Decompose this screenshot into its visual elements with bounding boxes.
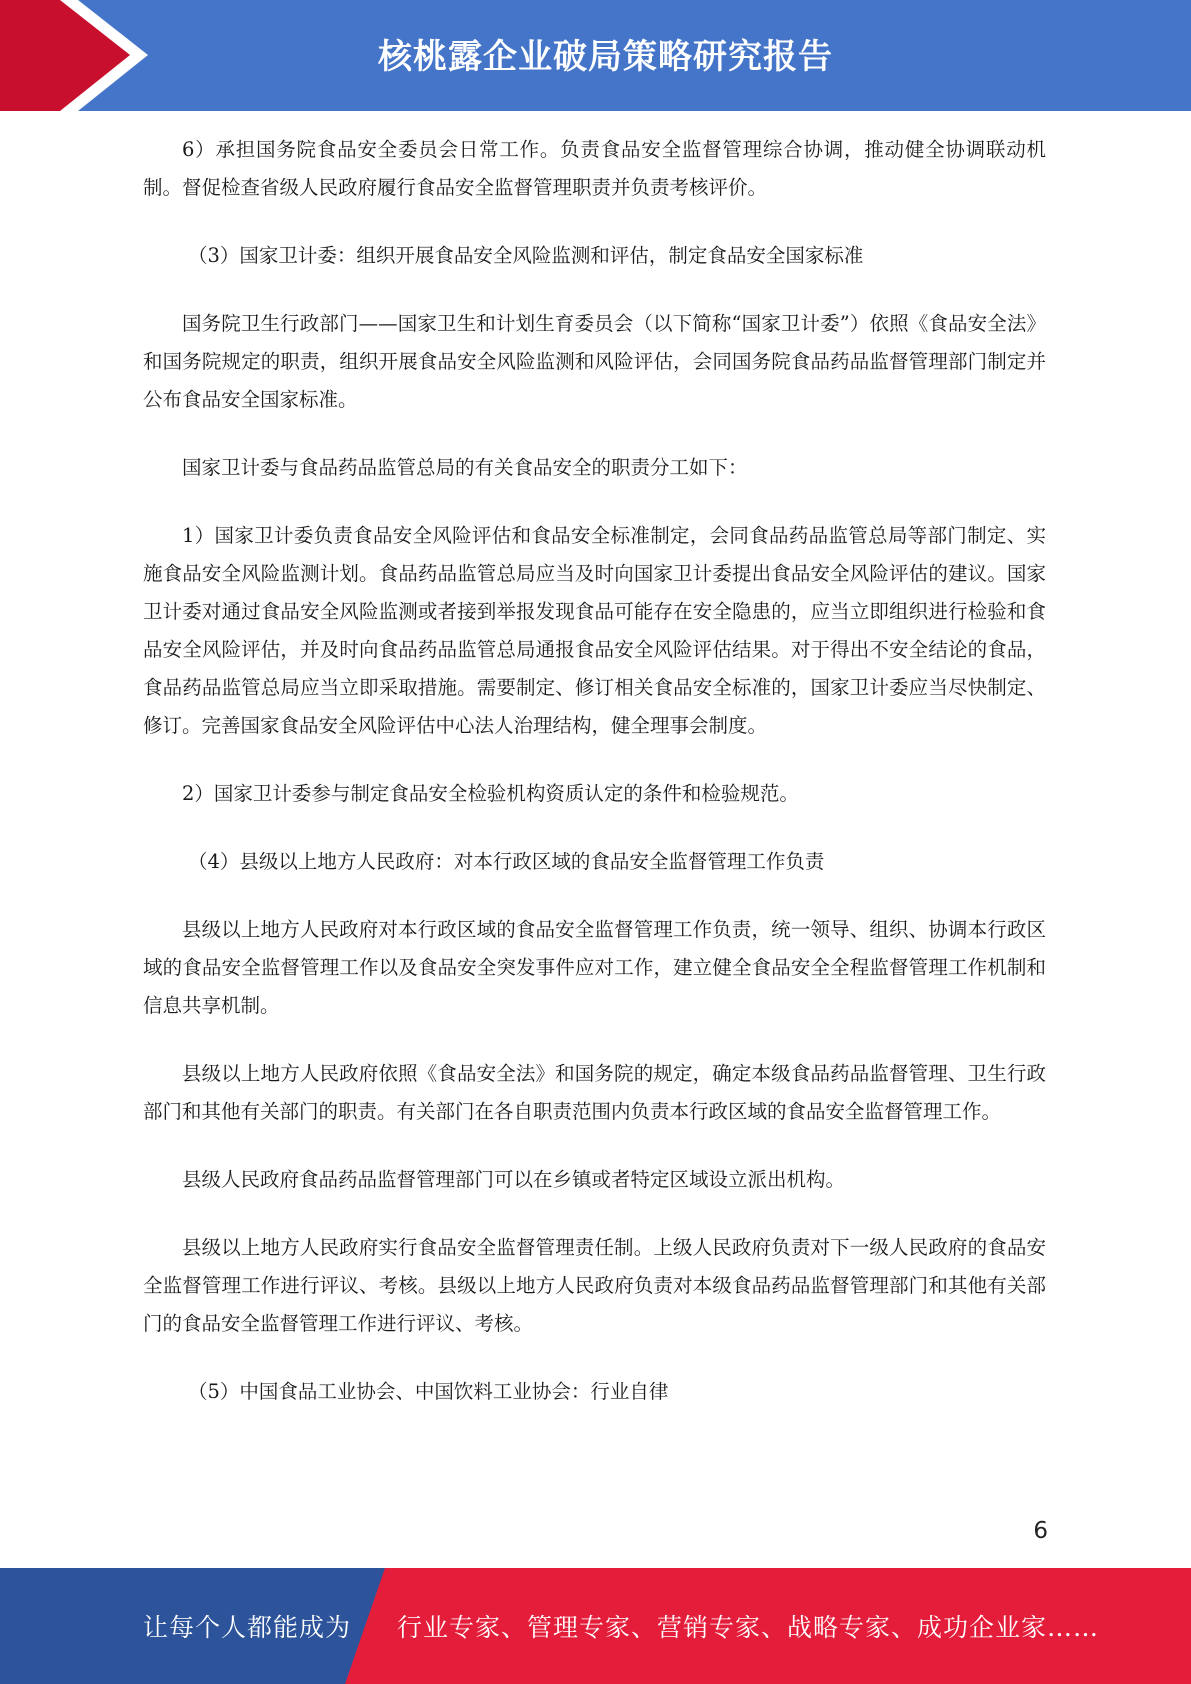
- page-header: [0, 0, 1191, 111]
- section-heading: （5）中国食品工业协会、中国饮料工业协会：行业自律: [188, 1380, 669, 1403]
- section-heading: （4）县级以上地方人民政府：对本行政区域的食品安全监督管理工作负责: [188, 850, 825, 873]
- paragraph: 国务院卫生行政部门——国家卫生和计划生育委员会（以下简称“国家卫计委”）依照《食品安全法》和国务院规定的职责，组织开展食品安全风险监测和风险评估，会同国务院食品药品监督管理部门制定并公布食品安全国家标准。: [143, 312, 1046, 411]
- paragraph: 县级以上地方人民政府依照《食品安全法》和国务院的规定，确定本级食品药品监督管理、卫生行政部门和其他有关部门的职责。有关部门在各自职责范围内负责本行政区域的食品安全监督管理工作。: [143, 1062, 1046, 1123]
- document-body: [143, 131, 1046, 1441]
- paragraph: 国家卫计委与食品药品监管总局的有关食品安全的职责分工如下：: [182, 456, 748, 479]
- paragraph: 6）承担国务院食品安全委员会日常工作。负责食品安全监督管理综合协调，推动健全协调联动机制。督促检查省级人民政府履行食品安全监督管理职责并负责考核评价。: [143, 138, 1046, 199]
- paragraph: 县级以上地方人民政府对本行政区域的食品安全监督管理工作负责，统一领导、组织、协调本行政区域的食品安全监督管理工作以及食品安全突发事件应对工作，建立健全食品安全全程监督管理工作机制和信息共享机制。: [143, 918, 1046, 1017]
- footer-slogan-right: 行业专家、管理专家、营销专家、战略专家、成功企业家……: [397, 1613, 1100, 1642]
- page-number: 6: [1033, 1518, 1048, 1544]
- page-footer: [0, 1568, 1191, 1684]
- paragraph: 2）国家卫计委参与制定食品安全检验机构资质认定的条件和检验规范。: [182, 782, 799, 805]
- footer-slogan-left: 让每个人都能成为: [143, 1613, 352, 1642]
- report-title: 核桃露企业破局策略研究报告: [378, 36, 833, 77]
- section-heading: （3）国家卫计委：组织开展食品安全风险监测和评估，制定食品安全国家标准: [188, 244, 864, 267]
- paragraph: 县级以上地方人民政府实行食品安全监督管理责任制。上级人民政府负责对下一级人民政府的食品安全监督管理工作进行评议、考核。县级以上地方人民政府负责对本级食品药品监督管理部门和其他有关部门的食品安全监督管理工作进行评议、考核。: [143, 1236, 1046, 1335]
- paragraph: 1）国家卫计委负责食品安全风险评估和食品安全标准制定，会同食品药品监管总局等部门制定、实施食品安全风险监测计划。食品药品监管总局应当及时向国家卫计委提出食品安全风险评估的建议。国家卫计委对通过食品安全风险监测或者接到举报发现食品可能存在安全隐患的，应当立即组织进行检验和食品安全风险评估，并及时向食品药品监管总局通报食品安全风险评估结果。对于得出不安全结论的食品，食品药品监管总局应当立即采取措施。需要制定、修订相关食品安全标准的，国家卫计委应当尽快制定、修订。完善国家食品安全风险评估中心法人治理结构，健全理事会制度。: [143, 524, 1046, 737]
- paragraph: 县级人民政府食品药品监督管理部门可以在乡镇或者特定区域设立派出机构。: [182, 1168, 846, 1191]
